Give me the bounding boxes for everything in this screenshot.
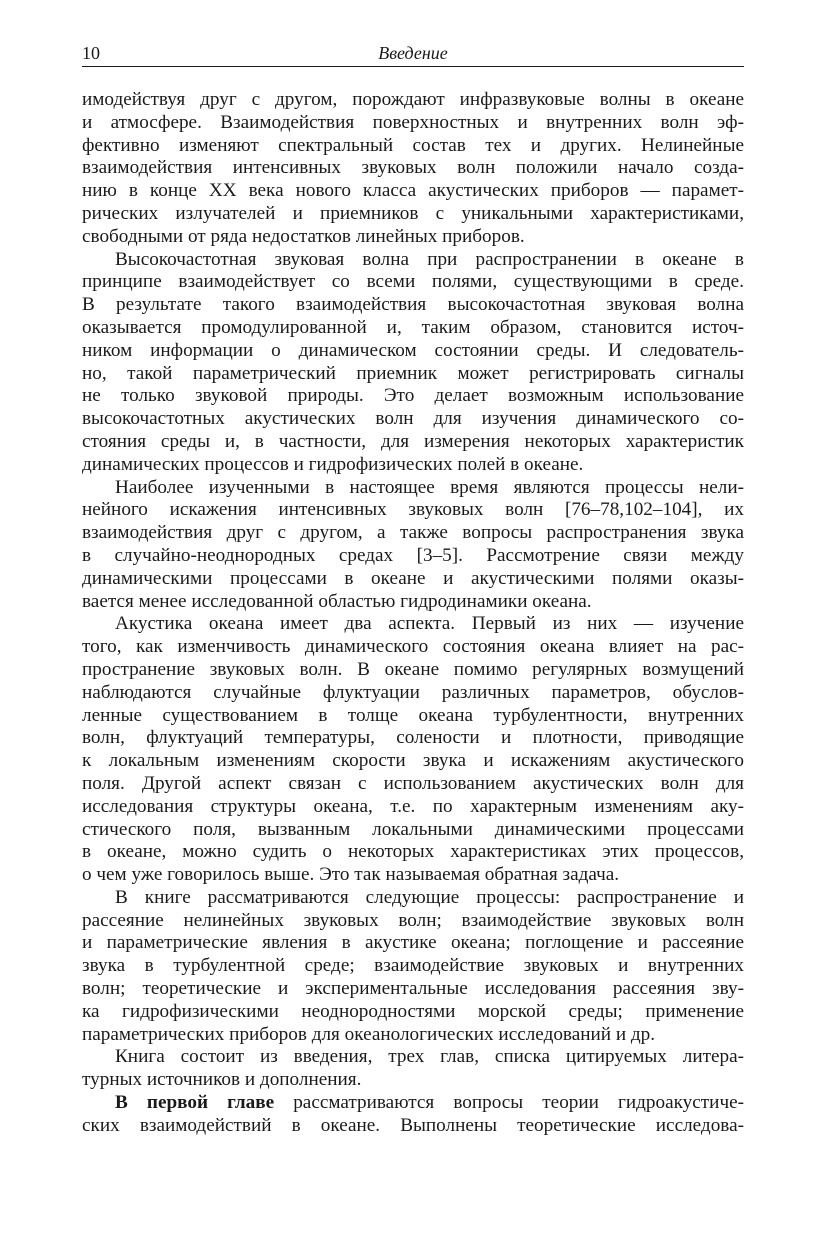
text-line: высокочастотных акустических волн для изучения динамического со- [82,408,744,430]
paragraph [82,1092,744,1138]
text-line: взаимодействия друг с другом, а также вопросы распространения звука [82,522,744,544]
paragraph [82,249,744,477]
text-line: ленные существованием в толще океана турбулентности, внутренних [82,704,744,726]
text-line: Акустика океана имеет два аспекта. Первый из них — изучение [115,613,744,635]
text-line: динамических процессов и гидрофизических полей в океане. [82,453,584,475]
text-line: принципе взаимодействует со всеми полями, существующими в среде. [82,271,744,293]
text-line: в случайно-неоднородных средах [3–5]. Рассмотрение связи между [82,544,744,566]
text-line: волн; теоретические и экспериментальные исследования рассеяния зву- [82,978,744,1000]
running-title: Введение [378,43,448,63]
text-line: динамическими процессами в океане и акустическими полями оказы- [82,567,744,589]
page-number: 10 [82,43,100,63]
text-line: и атмосфере. Взаимодействия поверхностных и внутренних волн эф- [82,111,744,133]
paragraph [82,613,744,887]
text-line: ником информации о динамическом состоянии среды. И следователь- [82,339,744,361]
text-line: звука в турбулентной среде; взаимодействие звуковых и внутренних [82,955,744,977]
text-line: фективно изменяют спектральный состав тех и других. Нелинейные [82,134,744,156]
body-text [82,89,744,1138]
text-line [82,1092,744,1115]
text-line: В книге рассматриваются следующие процессы: распространение и [115,886,744,908]
text-line: Наиболее изученными в настоящее время являются процессы нели- [115,476,744,498]
text-line: рических излучателей и приемников с уникальными характеристиками, [82,202,744,224]
text-line: оказывается промодулированной и, таким образом, становится источ- [82,316,744,338]
text-line: параметрических приборов для океанологических исследований и др. [82,1023,656,1045]
text-line: но, такой параметрический приемник может регистрировать сигналы [82,362,744,384]
text-line: нию в конце XX века нового класса акустических приборов — парамет- [82,180,744,202]
text-line: В результате такого взаимодействия высокочастотная звуковая волна [82,294,744,316]
paragraph [82,89,744,249]
text-line: стического поля, вызванным локальными динамическими процессами [82,818,744,840]
text-line: не только звуковой природы. Это делает возможным использование [82,385,744,407]
text-line: вается менее исследованной областью гидродинамики океана. [82,590,592,612]
bold-lead: В первой главе [115,1092,275,1114]
paragraph [82,1046,744,1092]
text-line: к локальным изменениям скорости звука и искажениям акустического [82,750,744,772]
text-line: пространение звуковых волн. В океане помимо регулярных возмущений [82,658,744,680]
text-line: поля. Другой аспект связан с использованием акустических волн для [82,772,744,794]
text-line: в океане, можно судить о некоторых характеристиках этих процессов, [82,841,744,863]
paragraph [82,887,744,1047]
text-line: и параметрические явления в акустике океана; поглощение и рассеяние [82,932,744,954]
text-line: турных источников и дополнения. [82,1069,362,1091]
text-line: стояния среды и, в частности, для измерения некоторых характеристик [82,430,744,452]
text-line: того, как изменчивость динамического состояния океана влияет на рас- [82,636,744,658]
running-header [82,40,744,67]
text-line: Книга состоит из введения, трех глав, списка цитируемых литера- [115,1046,744,1068]
text-line: имодействуя друг с другом, порождают инфразвуковые волны в океане [82,89,744,110]
text-line: свободными от ряда недостатков линейных приборов. [82,225,525,247]
text-line: ка гидрофизическими неоднородностями морской среды; применение [82,1000,744,1022]
text-line: исследования структуры океана, т.е. по характерным изменениям аку- [82,795,744,817]
text-line-rest: рассматриваются вопросы теории гидроакустиче- [274,1092,744,1114]
text-line: волн, флуктуаций температуры, солености и плотности, приводящие [82,727,744,749]
text-line: нейного искажения интенсивных звуковых волн [76–78,102–104], их [82,499,744,521]
text-line: наблюдаются случайные флуктуации различных параметров, обуслов- [82,681,744,703]
paragraph [82,477,744,614]
text-line: Высокочастотная звуковая волна при распространении в океане в [115,248,744,270]
text-line: рассеяние нелинейных звуковых волн; взаимодействие звуковых волн [82,909,744,931]
text-line: ских взаимодействий в океане. Выполнены теоретические исследова- [82,1114,744,1136]
text-line: о чем уже говорилось выше. Это так называемая обратная задача. [82,864,620,886]
text-line: взаимодействия интенсивных звуковых волн положили начало созда- [82,157,744,179]
